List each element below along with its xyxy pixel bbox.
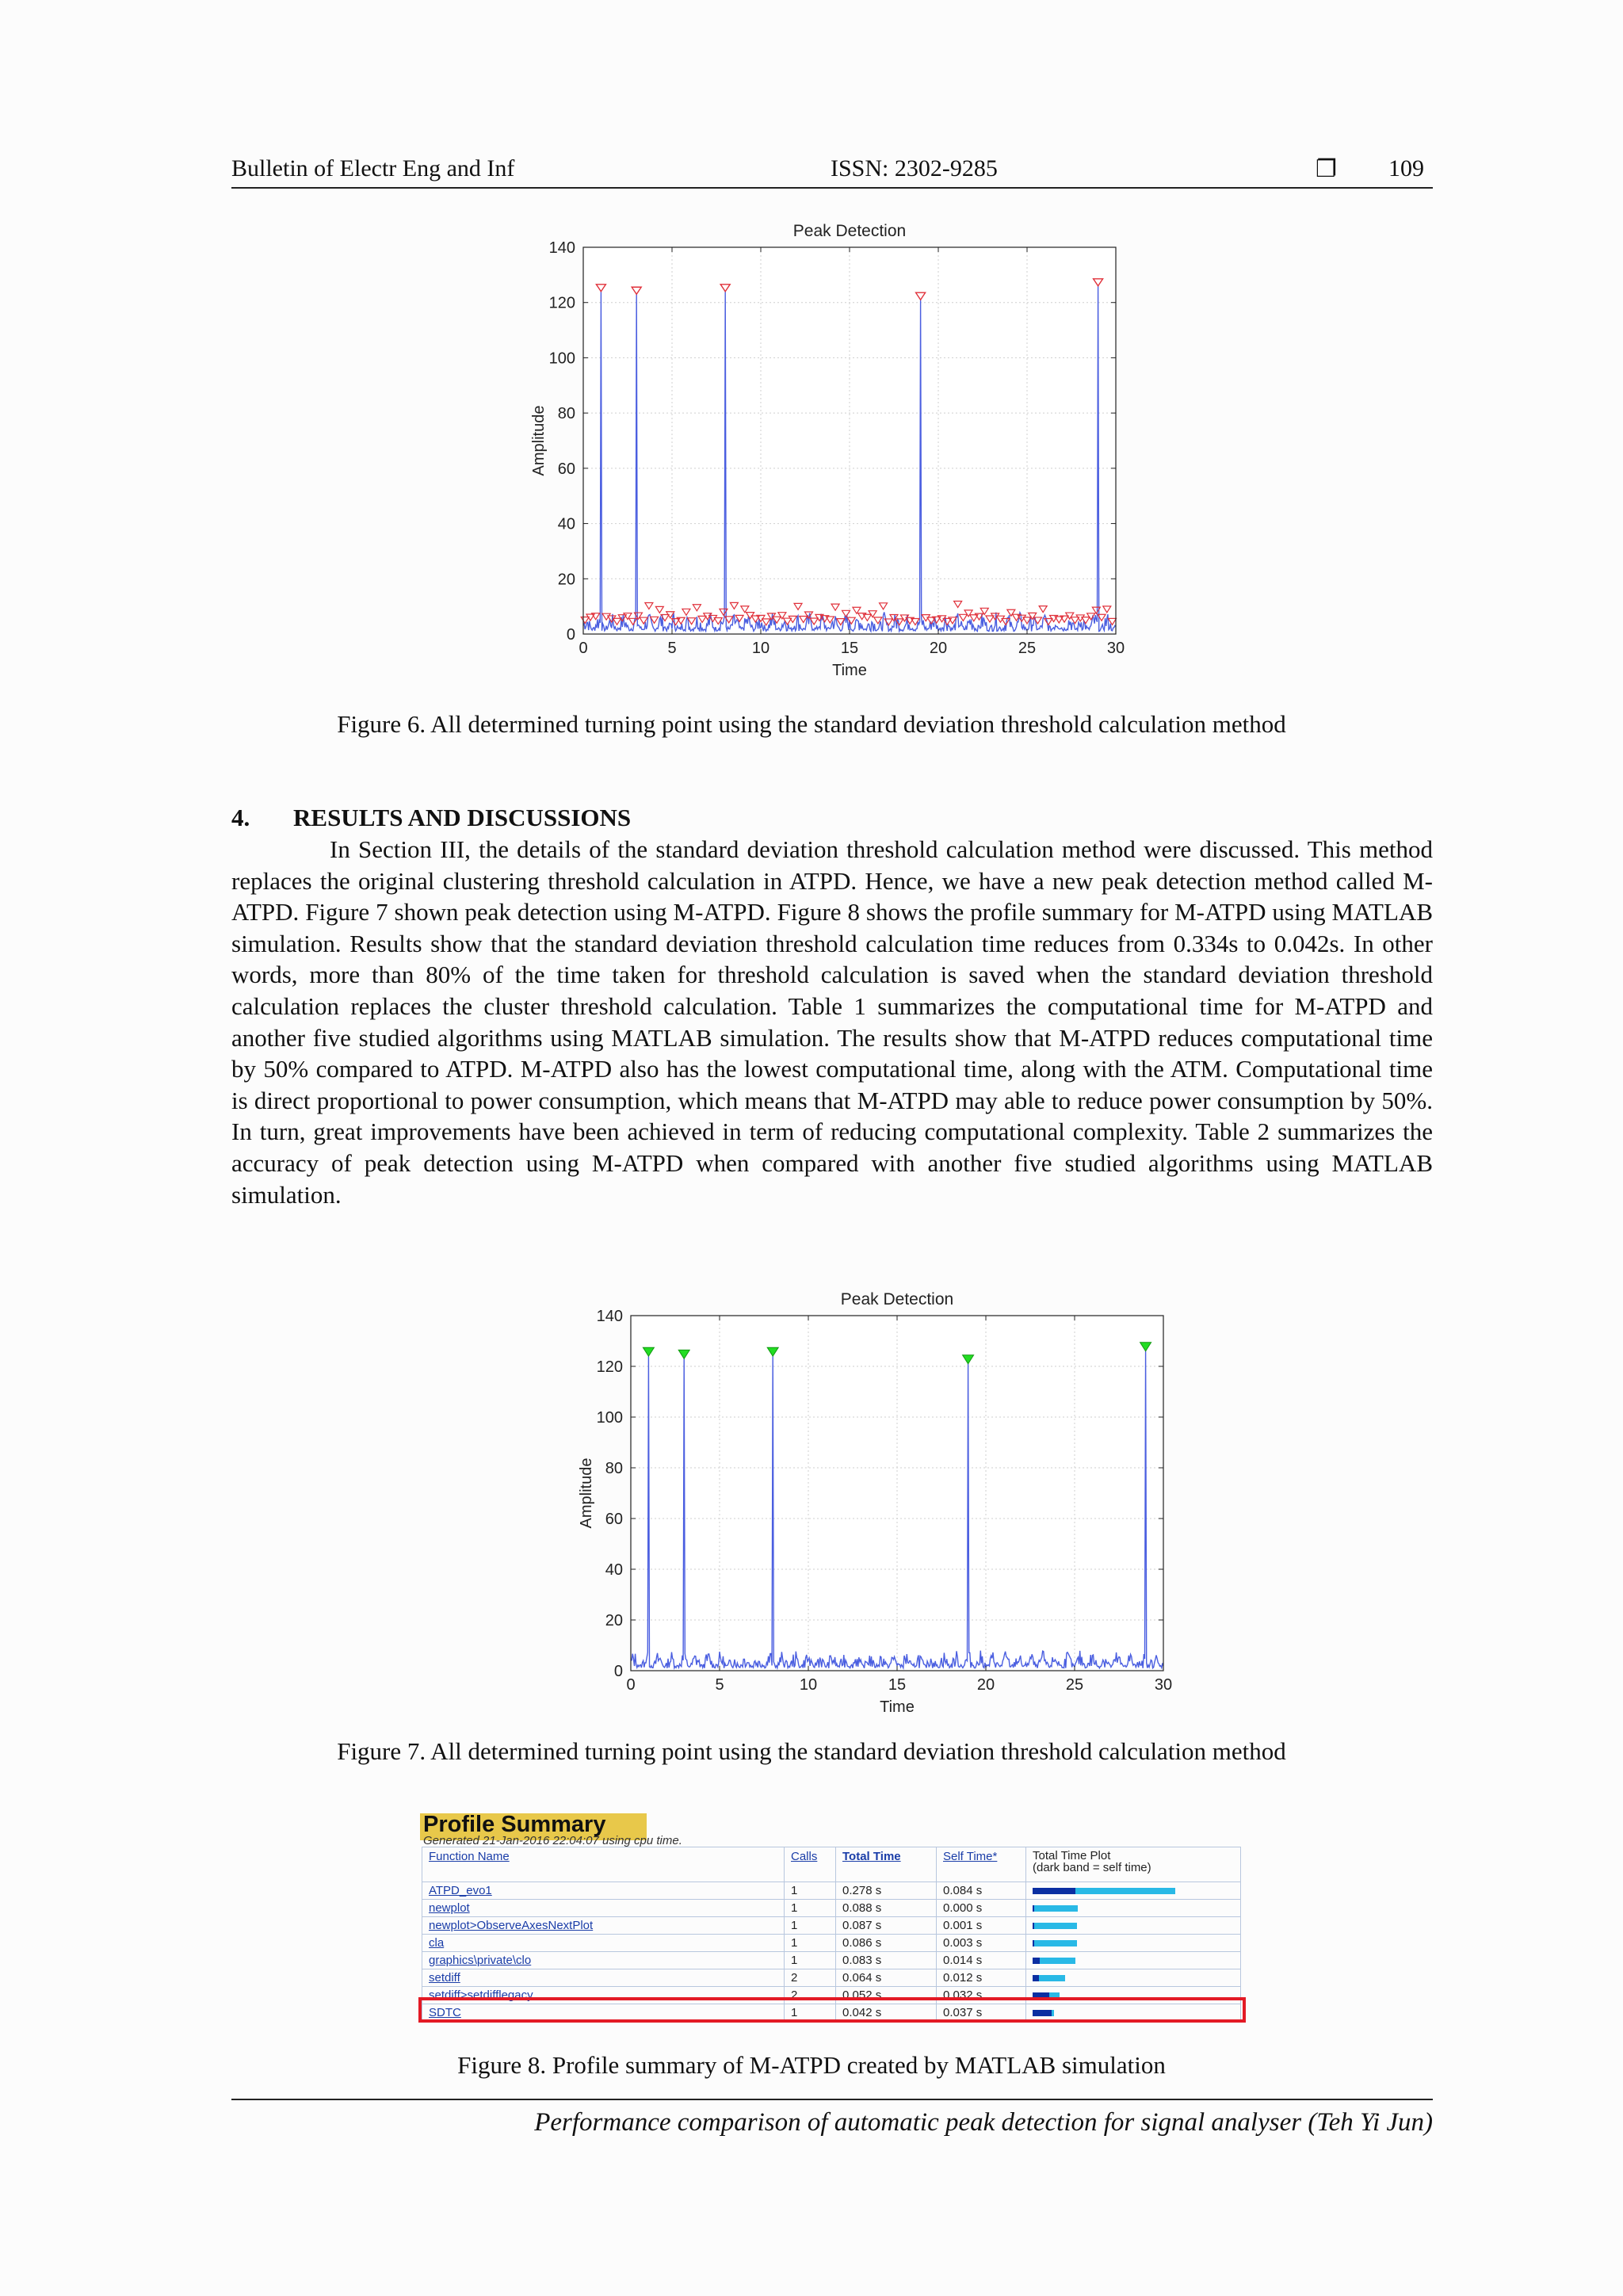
table-row <box>422 1900 1241 1917</box>
y-tick-label: 60 <box>605 1511 623 1528</box>
function-name-link[interactable]: graphics\private\clo <box>422 1952 785 1969</box>
figure8-caption: Figure 8. Profile summary of M-ATPD created by MATLAB simulation <box>457 2051 1166 2079</box>
function-name-link[interactable]: setdiff <box>422 1969 785 1987</box>
calls-cell: 1 <box>785 1935 836 1952</box>
col-self-time[interactable]: Self Time* <box>937 1847 1026 1882</box>
self-time-cell: 0.000 s <box>937 1900 1026 1917</box>
header-rule <box>231 187 1433 189</box>
total-time-bar <box>1033 1940 1077 1946</box>
x-tick-label: 10 <box>751 640 770 657</box>
self-time-cell: 0.014 s <box>937 1952 1026 1969</box>
plot-area <box>583 247 1116 634</box>
figure7-caption: Figure 7. All determined turning point using the standard deviation threshold calculation method <box>337 1737 1286 1765</box>
time-plot-cell <box>1026 1900 1241 1917</box>
y-tick-label: 140 <box>596 1308 623 1325</box>
y-tick-label: 120 <box>548 294 575 312</box>
table-row <box>422 1935 1241 1952</box>
x-tick-label: 5 <box>715 1676 724 1694</box>
function-name-link[interactable]: newplot <box>422 1900 785 1917</box>
total-time-cell: 0.052 s <box>836 1987 937 2004</box>
total-time-bar <box>1033 1905 1078 1912</box>
y-tick-label: 100 <box>596 1409 623 1427</box>
y-tick-label: 40 <box>605 1561 623 1579</box>
time-plot-cell <box>1026 1917 1241 1935</box>
y-axis-label: Amplitude <box>578 1457 595 1529</box>
total-time-cell: 0.087 s <box>836 1917 937 1935</box>
x-tick-label: 25 <box>1065 1676 1084 1694</box>
total-time-bar <box>1033 1923 1077 1929</box>
total-time-bar <box>1033 1975 1065 1981</box>
issn: ISSN: 2302-9285 <box>831 155 998 181</box>
total-time-bar <box>1033 1958 1075 1964</box>
total-time-cell: 0.278 s <box>836 1882 937 1900</box>
x-tick-label: 15 <box>840 640 859 657</box>
calls-cell: 1 <box>785 1882 836 1900</box>
col-function-name[interactable]: Function Name <box>422 1847 785 1882</box>
self-time-bar <box>1033 1888 1075 1894</box>
profile-title: Profile Summary <box>423 1812 606 1837</box>
total-time-cell: 0.083 s <box>836 1952 937 1969</box>
function-name-link[interactable]: SDTC <box>422 2004 785 2022</box>
col-total-time-plot: Total Time Plot (dark band = self time) <box>1026 1847 1241 1882</box>
time-plot-cell <box>1026 1969 1241 1987</box>
x-tick-label: 20 <box>976 1676 995 1694</box>
y-tick-label: 80 <box>557 405 575 423</box>
y-tick-label: 20 <box>605 1612 623 1629</box>
y-tick-label: 80 <box>605 1460 623 1477</box>
section-paragraph: In Section III, the details of the standard deviation threshold calculation method were discussed. This method replaces the original clustering threshold calculation in ATPD. Hence, we have a new peak detection method called M-ATPD. Figure 7 shown peak detection using M-ATPD. Figure 8 shows the profile summary for M-ATPD using MATLAB simulation. Results show that the standard deviation threshold calculation time reduces from 0.334s to 0.042s. In other words, more than 80% of the time taken for threshold calculation is saved when the standard deviation threshold calculation replaces the cluster threshold calculation. Table 1 summarizes the computational time for M-ATPD and another five studied algorithms using MATLAB simulation. The results show that M-ATPD reduces computational time by 50% compared to ATPD. M-ATPD also has the lowest computational time, along with the ATM. Computational time is direct proportional to power consumption, which means that M-ATPD may able to reduce power consumption by 50%. In turn, great improvements have been achieved in term of reducing computational complexity. Table 2 summarizes the accuracy of peak detection using M-ATPD when compared with another five studied algorithms using MATLAB simulation. <box>231 835 1433 1209</box>
x-tick-label: 5 <box>667 640 677 657</box>
self-time-bar <box>1033 1905 1034 1912</box>
function-name-link[interactable]: cla <box>422 1935 785 1952</box>
y-tick-label: 100 <box>548 350 575 368</box>
figure6-chart <box>507 214 1133 690</box>
table-row <box>422 1917 1241 1935</box>
table-row <box>422 1952 1241 1969</box>
calls-cell: 2 <box>785 1969 836 1987</box>
self-time-bar <box>1033 1975 1039 1981</box>
x-tick-label: 0 <box>626 1676 636 1694</box>
journal-name: Bulletin of Electr Eng and Inf <box>231 155 515 181</box>
time-plot-cell <box>1026 1935 1241 1952</box>
function-name-link[interactable]: ATPD_evo1 <box>422 1882 785 1900</box>
self-time-cell: 0.003 s <box>937 1935 1026 1952</box>
total-time-bar <box>1033 1888 1175 1894</box>
y-tick-label: 0 <box>613 1663 623 1680</box>
y-tick-label: 140 <box>548 239 575 257</box>
section-heading <box>231 804 631 832</box>
total-time-cell: 0.064 s <box>836 1969 937 1987</box>
y-tick-label: 60 <box>557 460 575 478</box>
y-tick-label: 120 <box>596 1358 623 1376</box>
total-time-cell: 0.088 s <box>836 1900 937 1917</box>
x-tick-label: 0 <box>579 640 588 657</box>
calls-cell: 1 <box>785 1900 836 1917</box>
profile-table <box>422 1847 1241 2022</box>
section-number: 4. <box>231 804 250 831</box>
y-tick-label: 0 <box>566 626 575 644</box>
profile-generated: Generated 21-Jan-2016 22:04:07 using cpu time. <box>423 1834 682 1847</box>
sdtc-highlight-box <box>418 1997 1246 2023</box>
figure6-caption: Figure 6. All determined turning point using the standard deviation threshold calculation method <box>337 710 1286 738</box>
section-title: RESULTS AND DISCUSSIONS <box>293 804 632 831</box>
x-tick-label: 20 <box>929 640 948 657</box>
self-time-cell: 0.001 s <box>937 1917 1026 1935</box>
time-plot-cell <box>1026 1952 1241 1969</box>
chart-title: Peak Detection <box>840 1290 954 1308</box>
page-number: 109 <box>1388 155 1424 181</box>
col-total-time[interactable]: Total Time <box>836 1847 937 1882</box>
x-axis-label: Time <box>880 1698 915 1716</box>
self-time-cell: 0.012 s <box>937 1969 1026 1987</box>
footer-rule <box>231 2099 1433 2100</box>
self-time-cell: 0.037 s <box>937 2004 1026 2022</box>
calls-cell: 1 <box>785 2004 836 2022</box>
function-name-link[interactable]: newplot>ObserveAxesNextPlot <box>422 1917 785 1935</box>
y-tick-label: 40 <box>557 515 575 533</box>
x-tick-label: 30 <box>1106 640 1125 657</box>
x-tick-label: 10 <box>799 1676 818 1694</box>
x-tick-label: 15 <box>888 1676 907 1694</box>
chart-title: Peak Detection <box>792 222 907 240</box>
self-time-bar <box>1033 1958 1040 1964</box>
footer-text: Performance comparison of automatic peak detection for signal analyser (Teh Yi Jun) <box>534 2108 1433 2137</box>
calls-cell: 1 <box>785 1917 836 1935</box>
calls-cell: 1 <box>785 1952 836 1969</box>
square-icon: ❐ <box>1316 156 1337 182</box>
self-time-cell: 0.032 s <box>937 1987 1026 2004</box>
table-row <box>422 1969 1241 1987</box>
function-name-link[interactable]: setdiff>setdifflegacy <box>422 1987 785 2004</box>
figure7-chart <box>555 1282 1181 1726</box>
time-plot-cell <box>1026 1882 1241 1900</box>
table-row <box>422 1882 1241 1900</box>
col-calls[interactable]: Calls <box>785 1847 836 1882</box>
self-time-cell: 0.084 s <box>937 1882 1026 1900</box>
calls-cell: 2 <box>785 1987 836 2004</box>
y-axis-label: Amplitude <box>530 405 548 476</box>
x-tick-label: 25 <box>1018 640 1037 657</box>
total-time-cell: 0.086 s <box>836 1935 937 1952</box>
x-axis-label: Time <box>832 662 867 679</box>
self-time-bar <box>1033 1940 1034 1946</box>
y-tick-label: 20 <box>557 571 575 589</box>
x-tick-label: 30 <box>1154 1676 1173 1694</box>
total-time-cell: 0.042 s <box>836 2004 937 2022</box>
self-time-bar <box>1033 1923 1034 1929</box>
